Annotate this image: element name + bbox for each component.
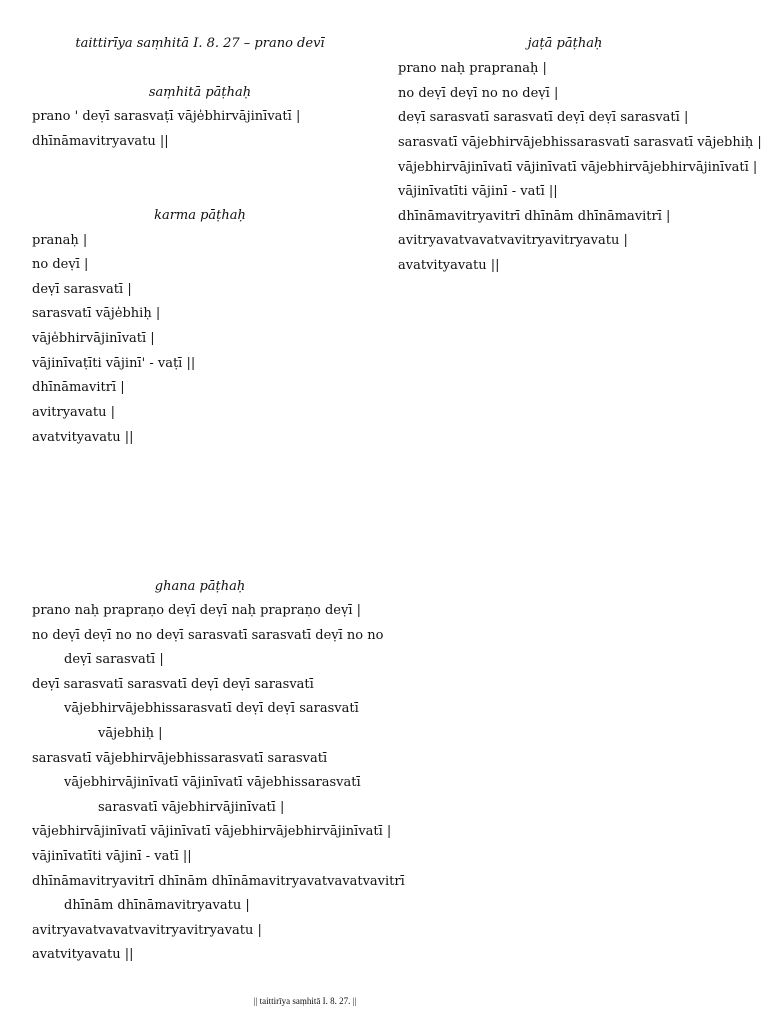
- karma-line: avatvityavatu ||: [32, 430, 134, 445]
- karma-line: sarasvatī vāje̍bhiḥ |: [32, 306, 161, 321]
- jata-line: prano naḥ prapranaḥ |: [398, 61, 547, 76]
- jata-line: no deṿī deṿī no no deṿī |: [398, 86, 559, 101]
- karma-line: vājinīvaṭīti vājinī' - vaṭī ||: [32, 356, 196, 371]
- jata-line: avatvityavatu ||: [398, 258, 500, 273]
- samhita-line: dhīnāmavitryavatu ||: [32, 134, 169, 149]
- jata-line: deṿī sarasvatī sarasvatī deṿī deṿī sarasvatī |: [398, 110, 689, 125]
- ghana-line: dhīnāmavitryavitrī dhīnām dhīnāmavitryavatvavatvavitrī: [32, 874, 405, 889]
- ghana-line: vājinīvatīti vājinī - vatī ||: [32, 849, 192, 864]
- ghana-heading: ghana pāṭhaḥ: [154, 579, 246, 594]
- karma-line: no deṿī |: [32, 257, 89, 272]
- ghana-line: vājebhiḥ |: [98, 726, 163, 741]
- ghana-line: avatvityavatu ||: [32, 947, 134, 962]
- ghana-line: vājebhirvājinīvatī vājinīvatī vājebhissarasvatī: [64, 775, 361, 790]
- samhita-heading: saṃhitā pāṭhaḥ: [148, 85, 252, 100]
- karma-line: vāje̍bhirvājinīvatī |: [32, 331, 155, 346]
- ghana-line: vājebhirvājinīvatī vājinīvatī vājebhirvājebhirvājinīvatī |: [32, 824, 392, 839]
- ghana-line: sarasvatī vājebhirvājebhissarasvatī sarasvatī: [32, 751, 328, 766]
- ghana-line: vājebhirvājebhissarasvatī deṿī deṿī sarasvatī: [64, 701, 359, 716]
- ghana-line: deṿī sarasvatī |: [64, 652, 164, 667]
- karma-line: pranaḥ |: [32, 233, 88, 248]
- karma-heading: karma pāṭhaḥ: [154, 208, 246, 223]
- karma-line: deṿī sarasvatī |: [32, 282, 132, 297]
- ghana-line: sarasvatī vājebhirvājinīvatī |: [98, 800, 285, 815]
- ghana-line: dhīnām dhīnāmavitryavatu |: [64, 898, 250, 913]
- ghana-line: deṿī sarasvatī sarasvatī deṿī deṿī sarasvatī: [32, 677, 314, 692]
- page-footer: || taittirīya saṃhitā I. 8. 27. ||: [253, 996, 357, 1006]
- jata-heading: jaṭā pāṭhaḥ: [527, 36, 603, 51]
- samhita-line: prano ' deṿī sarasvaṭī vāje̍bhirvājinīvatī |: [32, 109, 301, 124]
- page-title: taittirīya saṃhitā I. 8. 27 – prano devī: [75, 36, 325, 51]
- ghana-line: prano naḥ prapraṇo deṿī deṿī naḥ prapraṇo deṿī |: [32, 603, 362, 618]
- jata-line: dhīnāmavitryavitrī dhīnām dhīnāmavitrī |: [398, 209, 671, 224]
- ghana-line: avitryavatvavatvavitryavitryavatu |: [32, 923, 262, 938]
- jata-line: sarasvatī vājebhirvājebhissarasvatī sarasvatī vājebhiḥ |: [398, 135, 762, 150]
- ghana-line: no deṿī deṿī no no deṿī sarasvatī sarasvatī deṿī no no: [32, 628, 384, 643]
- jata-line: vājebhirvājinīvatī vājinīvatī vājebhirvājebhirvājinīvatī |: [398, 160, 758, 175]
- jata-line: vājinīvatīti vājinī - vatī ||: [398, 184, 558, 199]
- karma-line: dhīnāmavitrī |: [32, 380, 125, 395]
- karma-line: avitryavatu |: [32, 405, 115, 420]
- jata-line: avitryavatvavatvavitryavitryavatu |: [398, 233, 628, 248]
